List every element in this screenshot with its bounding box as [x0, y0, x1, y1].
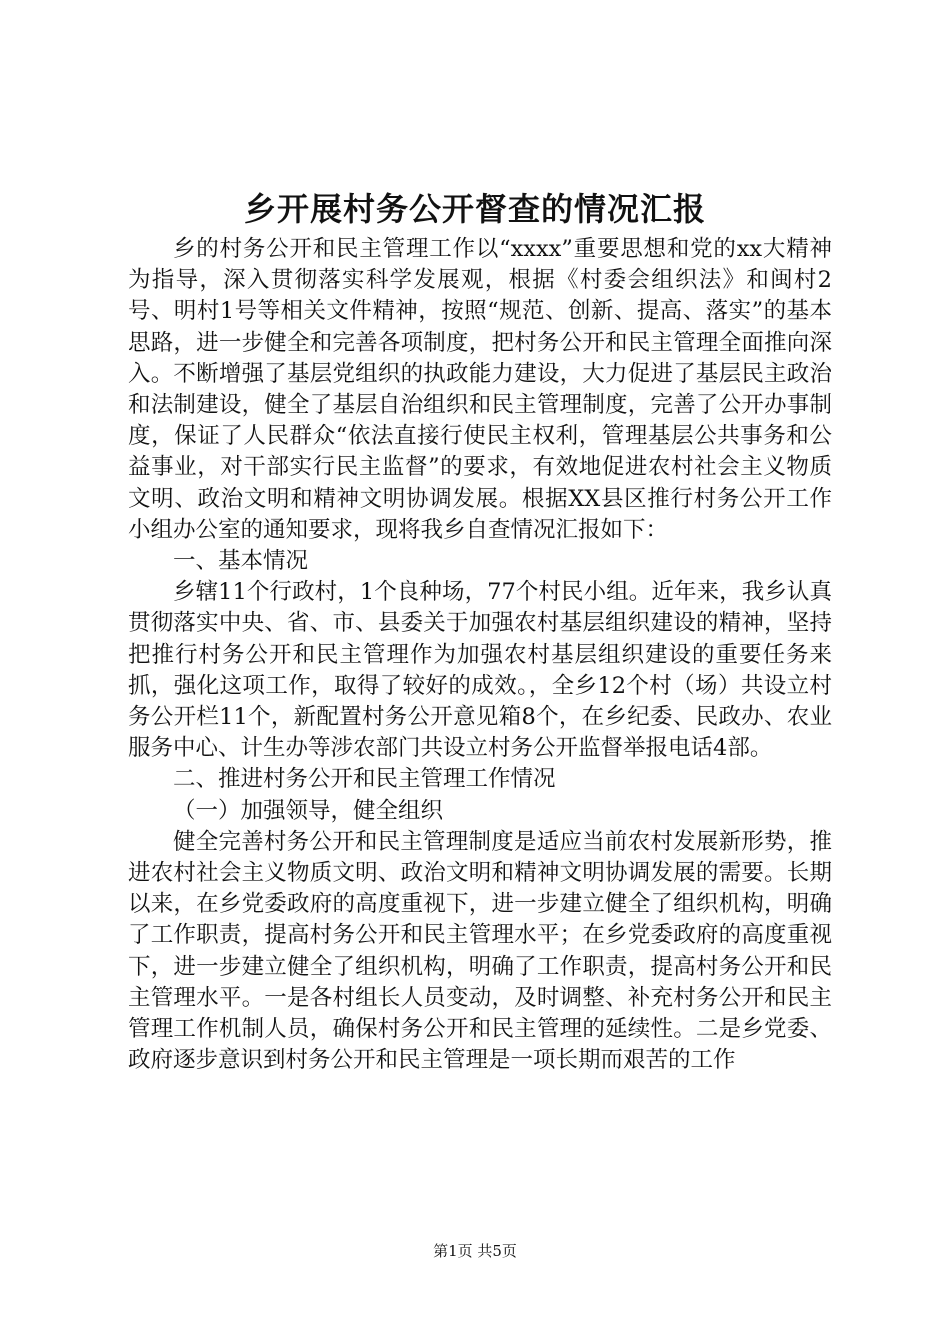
intro-paragraph: 乡的村务公开和民主管理工作以“xxxx”重要思想和党的xx大精神为指导，深入贯彻落实科学发展观，根据《村委会组织法》和闽村2号、明村1号等相关文件精神，按照“规范、创新、提高、落实”的基本思路，进一步健全和完善各项制度，把村务公开和民主管理全面推向深入。不断增强了基层党组织的执政能力建设，大力促进了基层民主政治和法制建设，健全了基层自治组织和民主管理制度，完善了公开办事制度，保证了人民群众“依法直接行使民主权利，管理基层公共事务和公益事业，对干部实行民主监督”的要求，有效地促进农村社会主义物质文明、政治文明和精神文明协调发展。根据XX县区推行村务公开工作小组办公室的通知要求，现将我乡自查情况汇报如下： [128, 236, 832, 543]
leadership-paragraph: 健全完善村务公开和民主管理制度是适应当前农村发展新形势，推进农村社会主义物质文明、政治文明和精神文明协调发展的需要。长期以来，在乡党委政府的高度重视下，进一步建立健全了组织机构，明确了工作职责，提高村务公开和民主管理水平；在乡党委政府的高度重视下，进一步建立健全了组织机构，明确了工作职责，提高村务公开和民主管理水平。一是各村组长人员变动，及时调整、补充村务公开和民主管理工作机制人员，确保村务公开和民主管理的延续性。二是乡党委、政府逐步意识到村务公开和民主管理是一项长期而艰苦的工作 [128, 828, 832, 1074]
document-title: 乡开展村务公开督查的情况汇报 [243, 190, 706, 228]
section-heading-basic-situation: 一、基本情况 [173, 548, 309, 575]
page-number-footer: 第1页 共5页 [433, 1242, 517, 1260]
section-heading-progress: 二、推进村务公开和民主管理工作情况 [173, 766, 556, 793]
document-body [128, 234, 832, 1076]
basic-situation-paragraph: 乡辖11个行政村，1个良种场，77个村民小组。近年来，我乡认真贯彻落实中央、省、市、县委关于加强农村基层组织建设的精神，坚持把推行村务公开和民主管理作为加强农村基层组织建设的重要任务来抓，强化这项工作，取得了较好的成效。，全乡12个村（场）共设立村务公开栏11个，新配置村务公开意见箱8个，在乡纪委、民政办、农业服务中心、计生办等涉农部门共设立村务公开监督举报电话4部。 [128, 579, 832, 762]
subsection-heading-leadership: （一）加强领导，健全组织 [173, 797, 444, 824]
